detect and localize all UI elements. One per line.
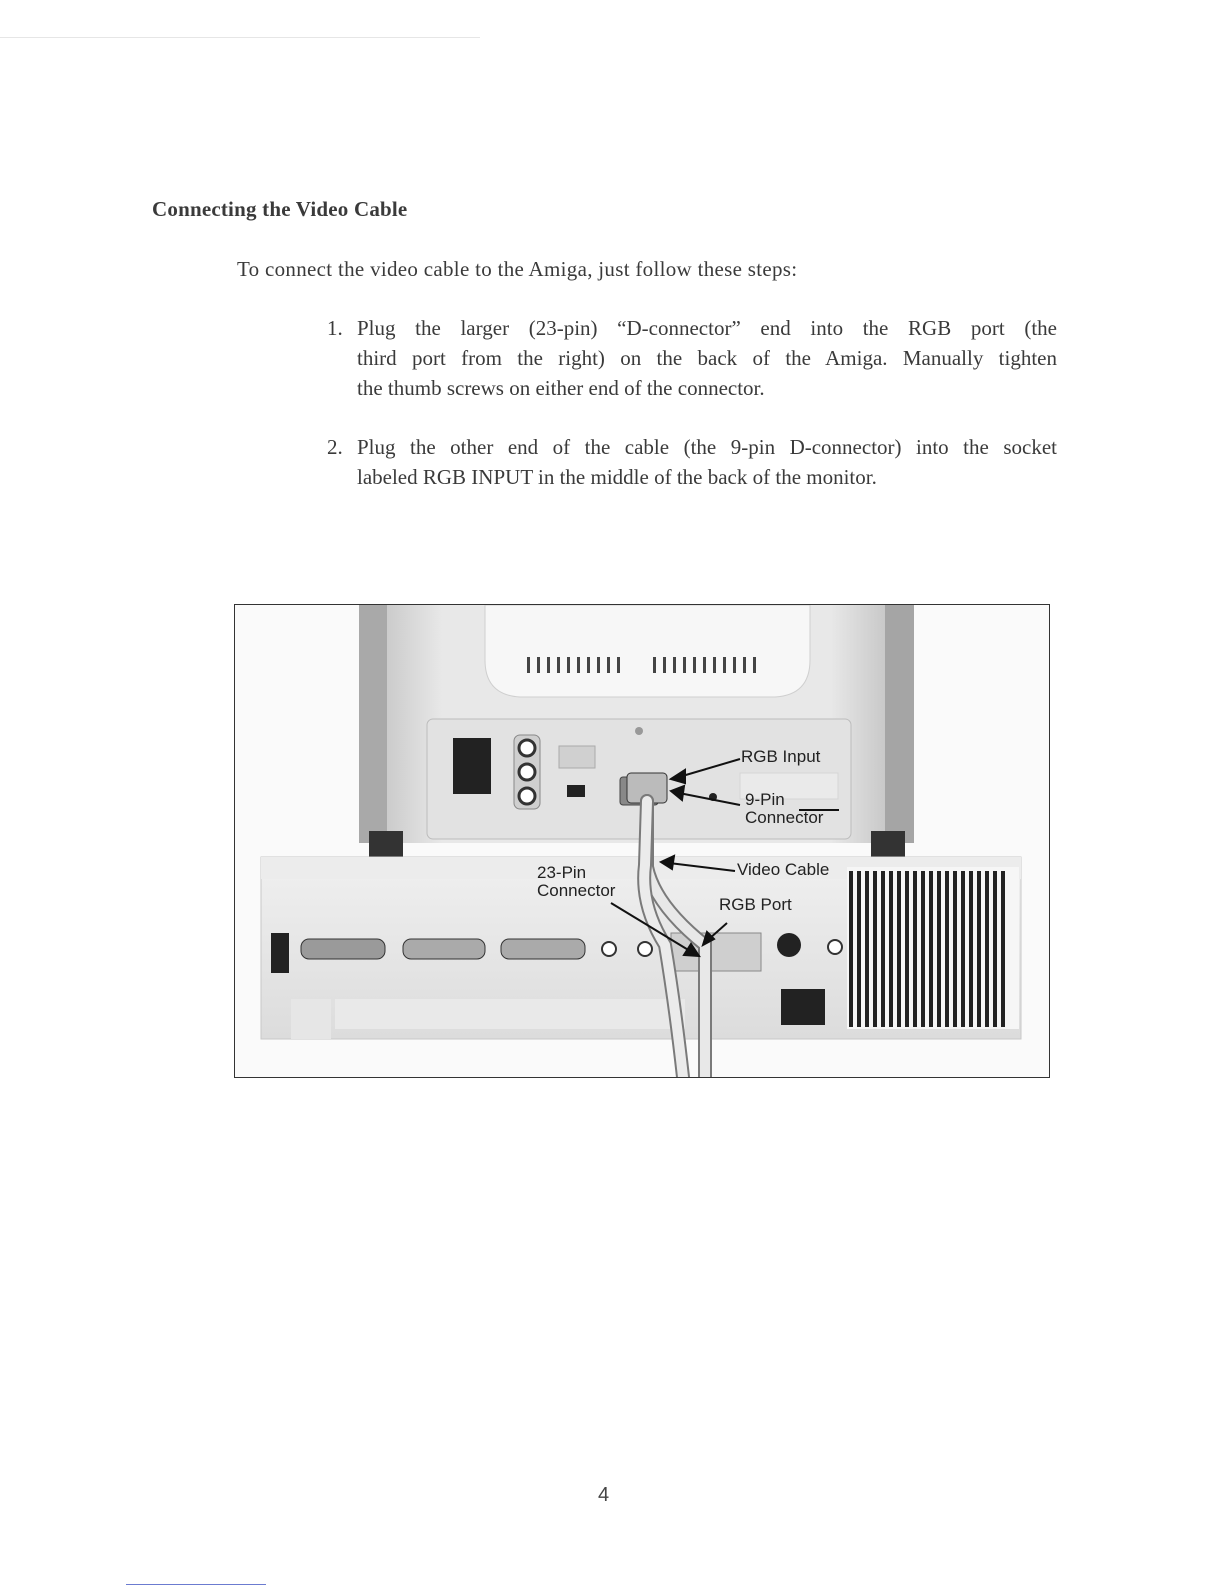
audio-jack-icon xyxy=(638,942,652,956)
step-2-number: 2. xyxy=(327,435,343,459)
video-jack xyxy=(777,933,801,957)
step-2-line-2: labeled RGB INPUT in the middle of the back of the monitor. xyxy=(357,465,877,489)
callout-23-pin-line-1: 23-Pin xyxy=(537,863,587,882)
amiga-power-socket xyxy=(781,989,825,1025)
monitor-switch xyxy=(567,785,585,797)
monitor-power-socket xyxy=(453,738,491,794)
callout-23-pin-line-2: Connector xyxy=(537,881,616,900)
audio-jack-icon xyxy=(602,942,616,956)
page-number: 4 xyxy=(598,1484,610,1506)
callout-rgb-port: RGB Port xyxy=(719,895,792,914)
rca-jack-icon xyxy=(519,764,535,780)
serial-port xyxy=(403,939,485,959)
disk-drive-port xyxy=(501,939,585,959)
top-scan-line xyxy=(0,37,480,38)
rca-jack-icon xyxy=(519,788,535,804)
step-2-text xyxy=(357,432,1057,492)
monitor-body xyxy=(359,605,914,857)
callout-9-pin-line-2: Connector xyxy=(745,808,824,827)
step-1-number: 1. xyxy=(327,316,343,340)
rgb-port xyxy=(671,933,761,971)
parallel-port xyxy=(301,939,385,959)
rca-jack-icon xyxy=(519,740,535,756)
photo-illustration xyxy=(235,605,1049,1077)
step-1-line-3: the thumb screws on either end of the connector. xyxy=(357,376,765,400)
step-1-line-2: third port from the right) on the back of the Amiga. Manually tighten xyxy=(357,346,1057,370)
step-2-line-1: Plug the other end of the cable (the 9-pin D-connector) into the socket xyxy=(357,435,1057,459)
amiga-rear-photo xyxy=(234,604,1050,1078)
step-1-line-1: Plug the larger (23-pin) “D-connector” end into the RGB port (the xyxy=(357,316,1057,340)
callout-video-cable: Video Cable xyxy=(737,860,830,879)
amiga-power-switch xyxy=(271,933,289,973)
intro-paragraph: To connect the video cable to the Amiga, just follow these steps: xyxy=(237,257,798,281)
callout-9-pin-line-1: 9-Pin xyxy=(745,790,785,809)
section-heading: Connecting the Video Cable xyxy=(152,197,408,221)
callout-rgb-input: RGB Input xyxy=(741,747,821,766)
step-1 xyxy=(327,313,1057,408)
step-2 xyxy=(327,432,1057,497)
step-1-text xyxy=(357,313,1057,403)
